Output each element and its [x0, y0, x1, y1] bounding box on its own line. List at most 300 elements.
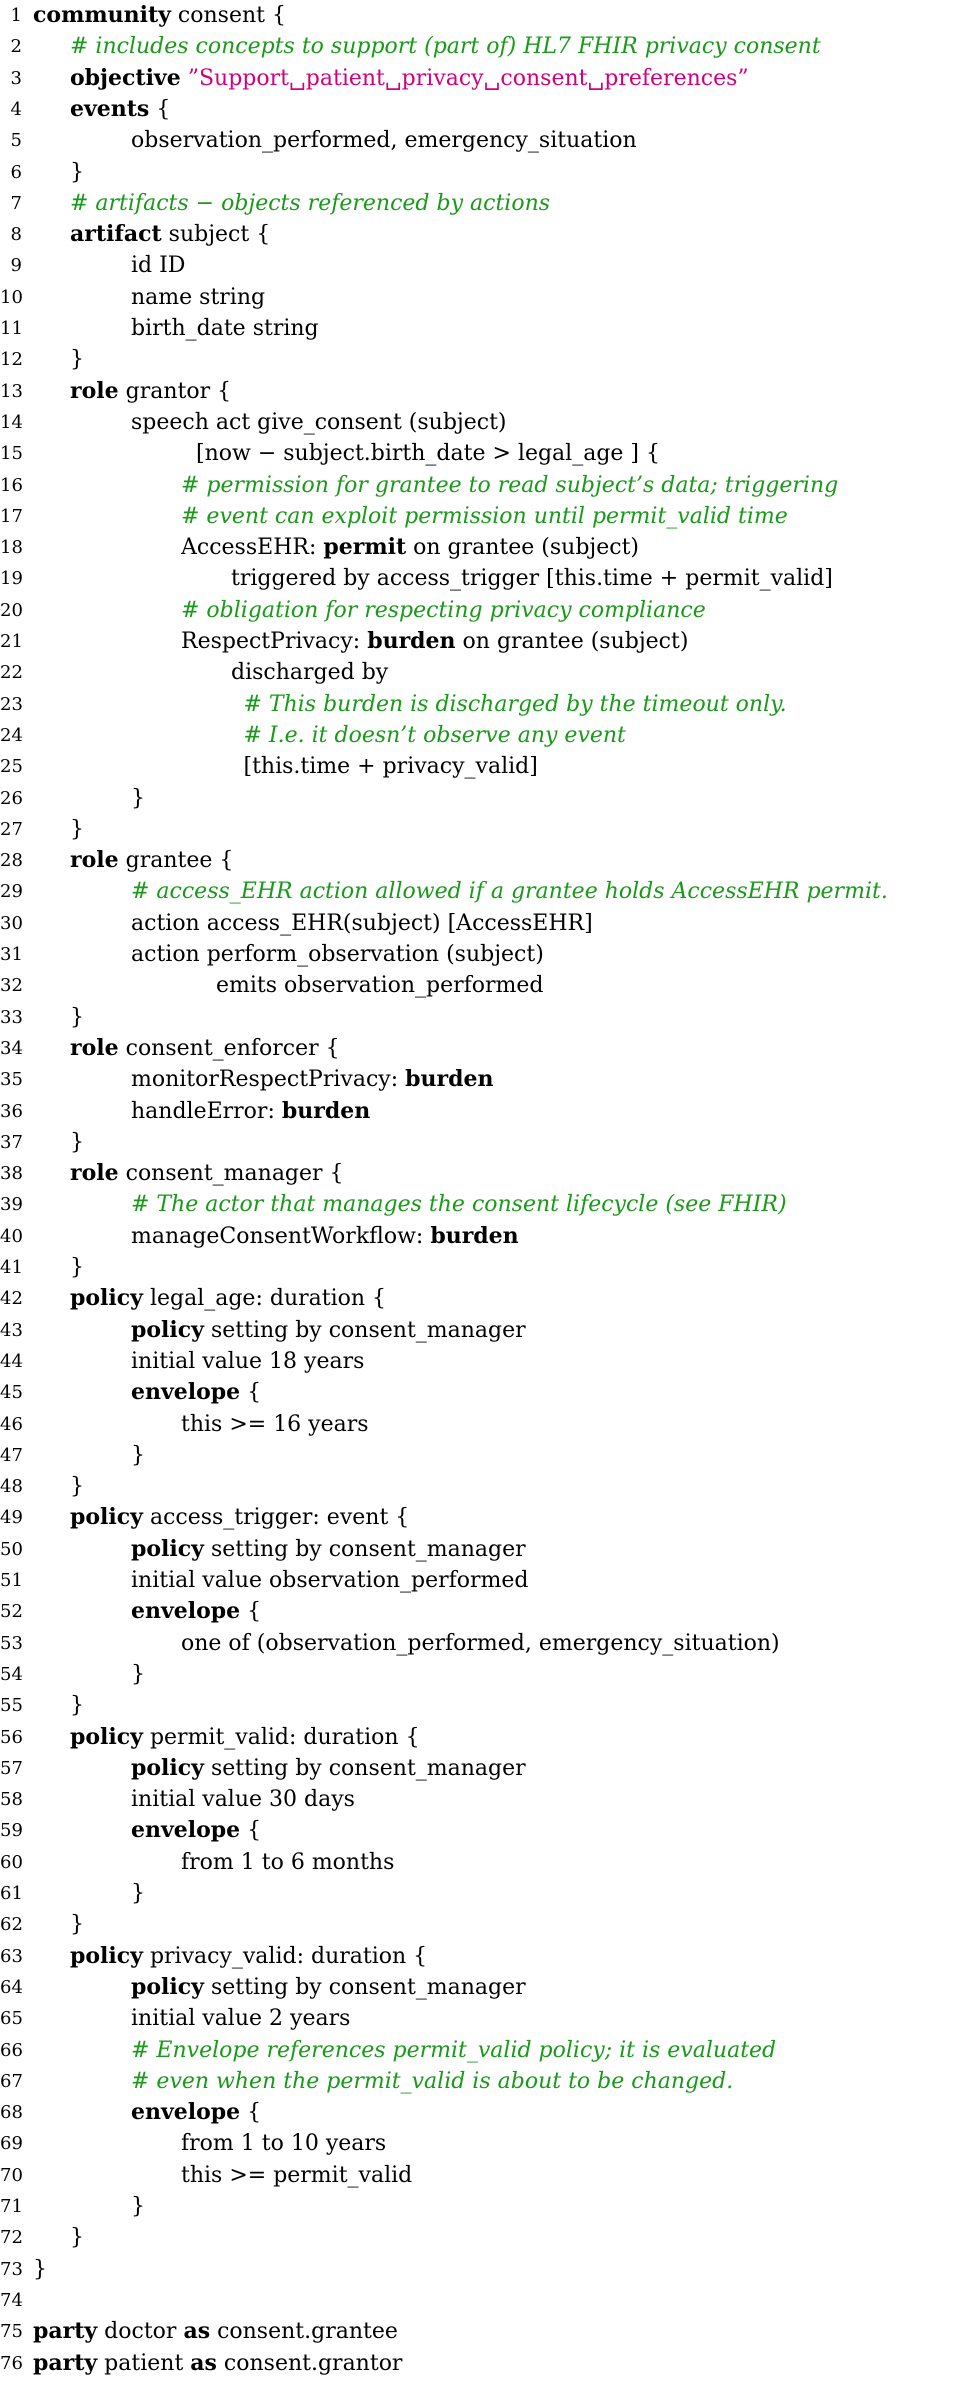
line-number: 41 [0, 1257, 23, 1278]
code-line [0, 0, 969, 31]
comment: # obligation for respecting privacy compliance [181, 597, 706, 623]
code-text: privacy_valid: duration { [142, 1943, 428, 1969]
comment: # artifacts − objects referenced by actions [70, 190, 551, 216]
code-line [0, 939, 969, 970]
code-line [0, 1628, 969, 1659]
line-code [131, 876, 888, 907]
line-code [70, 1909, 84, 1940]
line-number: 73 [0, 2258, 23, 2280]
code-text: this >= 16 years [181, 1411, 369, 1437]
line-code [70, 376, 231, 407]
line-number: 1 [10, 5, 22, 26]
keyword: burden [405, 1066, 494, 1093]
line-code [131, 2066, 733, 2097]
code-text: setting by consent_manager [203, 1974, 526, 2000]
code-text: } [131, 785, 145, 811]
line-number: 13 [0, 380, 23, 402]
code-text: } [131, 1881, 145, 1906]
code-text: grantor { [118, 378, 232, 404]
code-line [0, 313, 969, 344]
line-code [244, 751, 538, 782]
line-number: 29 [0, 881, 23, 903]
code-line [0, 2160, 969, 2191]
code-text: speech act give_consent (subject) [131, 409, 507, 435]
line-code [70, 1127, 84, 1158]
code-text: { [240, 1818, 262, 1844]
code-text: grantee { [118, 848, 234, 874]
code-line [0, 1252, 969, 1283]
line-code [131, 1659, 145, 1690]
code-text: } [70, 2225, 84, 2251]
comment: # Envelope references permit_valid policy; it is evaluated [131, 2037, 777, 2063]
keyword: burden [430, 1222, 519, 1249]
line-code [196, 438, 660, 469]
line-code [131, 1972, 526, 2003]
line-code [181, 470, 838, 501]
line-code [181, 532, 639, 563]
line-code [70, 1941, 427, 1972]
code-text: manageConsentWorkflow: [131, 1223, 431, 1249]
line-number: 57 [0, 1757, 23, 1779]
code-text: } [131, 1661, 145, 1687]
line-code [131, 1346, 364, 1377]
keyword: artifact [70, 221, 162, 248]
code-text: } [70, 1004, 84, 1030]
code-line [0, 1315, 969, 1346]
code-line [0, 1409, 969, 1440]
code-text: from 1 to 6 months [181, 1849, 395, 1875]
code-line [0, 1127, 969, 1158]
code-line [0, 1002, 969, 1033]
line-number: 24 [0, 724, 23, 746]
code-line [0, 751, 969, 782]
line-code [131, 908, 593, 939]
string-literal: ”Support␣patient␣privacy␣consent␣preferences” [187, 65, 749, 91]
line-code [231, 657, 388, 688]
code-text: } [131, 2194, 145, 2219]
line-code [70, 814, 84, 845]
line-number: 53 [0, 1632, 23, 1654]
code-text: { [149, 96, 171, 122]
line-code [131, 407, 507, 438]
code-line [0, 1283, 969, 1314]
line-code [131, 1565, 529, 1596]
code-text: initial value 30 days [131, 1787, 355, 1813]
code-text: consent_enforcer { [118, 1035, 340, 1061]
line-number: 3 [10, 67, 22, 89]
line-code [181, 2128, 386, 2159]
line-code [181, 1628, 780, 1659]
keyword: policy [70, 1723, 143, 1750]
code-line [0, 1722, 969, 1753]
code-line [0, 1909, 969, 1940]
line-number: 45 [0, 1382, 23, 1404]
code-text: monitorRespectPrivacy: [131, 1067, 406, 1093]
line-number: 4 [10, 98, 22, 120]
code-text: setting by consent_manager [203, 1317, 526, 1343]
line-code [70, 1690, 84, 1721]
keyword: envelope [131, 2099, 241, 2126]
line-code [181, 595, 706, 626]
code-line [0, 783, 969, 814]
keyword: role [70, 847, 119, 874]
code-line [0, 845, 969, 876]
line-code [181, 501, 788, 532]
line-code [70, 845, 233, 876]
code-line [0, 219, 969, 250]
line-number: 48 [0, 1476, 23, 1498]
line-number: 65 [0, 2008, 23, 2030]
code-line [0, 1471, 969, 1502]
code-text: legal_age: duration { [142, 1286, 387, 1312]
keyword: as [183, 2318, 211, 2345]
comment: # This burden is discharged by the timeout only. [243, 691, 787, 717]
code-text: on grantee (subject) [406, 535, 640, 561]
line-code [70, 1158, 344, 1189]
code-text: { [240, 1599, 262, 1625]
code-line [0, 1377, 969, 1408]
code-text: } [33, 2256, 47, 2282]
line-number: 44 [0, 1350, 23, 1372]
code-line [0, 1878, 969, 1909]
code-line [0, 94, 969, 125]
code-text: setting by consent_manager [203, 1755, 526, 1781]
code-line [0, 157, 969, 188]
line-code [70, 1283, 386, 1314]
code-text: consent_manager { [118, 1161, 344, 1187]
line-number: 40 [0, 1225, 23, 1247]
line-number: 43 [0, 1319, 23, 1341]
code-text [181, 66, 188, 91]
line-code [131, 2003, 350, 2034]
keyword: objective [70, 64, 181, 91]
code-text: discharged by [231, 660, 389, 686]
comment: # event can exploit permission until permit_valid time [181, 503, 788, 529]
comment: # includes concepts to support (part of) HL7 FHIR privacy consent [70, 34, 821, 60]
line-number: 16 [0, 474, 23, 496]
comment: # The actor that manages the consent lifecycle (see FHIR) [131, 1192, 787, 1218]
keyword: policy [131, 1973, 204, 2000]
line-number: 42 [0, 1288, 23, 1310]
keyword: policy [131, 1316, 204, 1343]
code-line [0, 282, 969, 313]
line-code [70, 63, 749, 94]
code-line [0, 876, 969, 907]
code-text: consent { [170, 3, 286, 28]
line-number: 36 [0, 1100, 23, 1122]
line-number: 55 [0, 1695, 23, 1717]
code-text: name string [131, 284, 266, 310]
line-code [70, 1471, 84, 1502]
code-text: access_trigger: event { [142, 1505, 410, 1531]
code-line [0, 657, 969, 688]
code-text: handleError: [131, 1098, 282, 1124]
code-text: { [240, 2100, 262, 2126]
line-code [131, 783, 145, 814]
line-number: 49 [0, 1507, 23, 1529]
keyword: party [33, 2349, 98, 2376]
line-number: 61 [0, 1883, 23, 1904]
code-text: id ID [131, 253, 186, 279]
code-line [0, 376, 969, 407]
line-number: 59 [0, 1820, 23, 1842]
code-text: AccessEHR: [181, 535, 324, 561]
line-code [70, 1722, 420, 1753]
keyword: as [190, 2349, 217, 2376]
code-line [0, 970, 969, 1001]
code-line [0, 188, 969, 219]
line-number: 18 [0, 537, 23, 559]
line-code [131, 313, 319, 344]
line-number: 72 [0, 2227, 23, 2249]
line-number: 50 [0, 1538, 23, 1560]
line-code [131, 1189, 787, 1220]
line-code [33, 2348, 402, 2379]
keyword: role [70, 1034, 119, 1061]
code-line [0, 908, 969, 939]
code-text: } [70, 1474, 84, 1500]
code-line [0, 125, 969, 156]
line-code [131, 1377, 261, 1408]
keyword: envelope [131, 1598, 241, 1625]
keyword: burden [367, 628, 456, 654]
line-code [131, 1221, 519, 1252]
line-code [70, 31, 821, 62]
line-number: 17 [0, 505, 23, 527]
code-line [0, 31, 969, 62]
code-line [0, 2254, 969, 2285]
line-code [70, 1033, 340, 1064]
code-text: initial value 18 years [131, 1348, 365, 1374]
line-code [70, 157, 84, 188]
line-number: 26 [0, 787, 23, 809]
code-line [0, 1972, 969, 2003]
code-text: [now − subject.birth_date > legal_age ] { [196, 441, 660, 467]
code-line [0, 2066, 969, 2097]
keyword: community [33, 2, 171, 28]
code-line [0, 1534, 969, 1565]
line-code [131, 1440, 145, 1471]
line-number: 68 [0, 2102, 23, 2124]
line-number: 32 [0, 975, 23, 997]
code-line [0, 814, 969, 845]
code-line [0, 344, 969, 375]
code-text: } [70, 1693, 84, 1719]
line-code [131, 125, 637, 156]
line-code [33, 0, 286, 31]
line-number: 58 [0, 1789, 23, 1811]
line-number: 7 [10, 192, 22, 214]
code-line [0, 2097, 969, 2128]
line-number: 75 [0, 2321, 23, 2343]
line-code [131, 1534, 526, 1565]
code-text: emits observation_performed [216, 973, 544, 999]
code-line [0, 1189, 969, 1220]
code-line [0, 689, 969, 720]
code-line [0, 1690, 969, 1721]
line-code [131, 1096, 370, 1127]
line-number: 35 [0, 1069, 23, 1091]
code-line [0, 595, 969, 626]
code-line [0, 1784, 969, 1815]
code-text: patient [97, 2350, 191, 2376]
code-line [0, 63, 969, 94]
keyword: party [33, 2318, 98, 2345]
keyword: policy [70, 1285, 143, 1312]
code-text: from 1 to 10 years [181, 2131, 387, 2157]
line-number: 14 [0, 411, 23, 433]
line-number: 28 [0, 850, 23, 872]
line-code [131, 1784, 355, 1815]
line-code [131, 1315, 526, 1346]
line-code [70, 1002, 84, 1033]
keyword: envelope [131, 1379, 241, 1406]
line-code [70, 219, 270, 250]
line-number: 10 [0, 286, 23, 308]
code-text: initial value observation_performed [131, 1568, 529, 1593]
line-number: 25 [0, 756, 23, 778]
line-number: 76 [0, 2352, 23, 2374]
line-number: 74 [0, 2289, 23, 2311]
code-line [0, 532, 969, 563]
line-code [131, 939, 544, 970]
line-code [131, 282, 265, 313]
line-number: 37 [0, 1131, 23, 1153]
code-text: subject { [161, 222, 271, 248]
code-text: action access_EHR(subject) [AccessEHR] [131, 910, 593, 936]
code-line [0, 1847, 969, 1878]
line-number: 12 [0, 349, 23, 371]
line-code [131, 1596, 261, 1627]
line-number: 9 [10, 255, 22, 277]
line-code [244, 689, 787, 720]
line-number: 60 [0, 1851, 23, 1873]
code-text: } [70, 1129, 84, 1155]
code-line [0, 1659, 969, 1690]
keyword: policy [131, 1535, 204, 1562]
line-number: 70 [0, 2164, 23, 2186]
keyword: envelope [131, 1817, 241, 1844]
code-text: on grantee (subject) [455, 629, 689, 654]
keyword: burden [281, 1097, 371, 1124]
code-line [0, 1753, 969, 1784]
code-line [0, 407, 969, 438]
line-number: 47 [0, 1444, 23, 1466]
code-line [0, 1440, 969, 1471]
code-text: birth_date string [131, 316, 319, 341]
line-number: 51 [0, 1570, 23, 1591]
code-text: observation_performed, emergency_situation [131, 128, 637, 154]
code-line [0, 1565, 969, 1596]
code-line [0, 2003, 969, 2034]
line-number: 54 [0, 1663, 23, 1685]
line-code [131, 1878, 145, 1909]
code-text: setting by consent_manager [203, 1536, 526, 1562]
code-line [0, 1502, 969, 1533]
line-number: 30 [0, 912, 23, 934]
code-line [0, 2035, 969, 2066]
code-text: } [70, 1912, 84, 1938]
code-text: action perform_observation (subject) [131, 942, 544, 967]
line-number: 67 [0, 2070, 23, 2092]
code-text: [this.time + privacy_valid] [243, 754, 538, 780]
line-code [131, 2035, 776, 2066]
line-code [70, 94, 170, 125]
line-number: 19 [0, 568, 23, 590]
line-code [131, 1753, 526, 1784]
line-code [181, 626, 688, 657]
code-line [0, 1096, 969, 1127]
line-number: 22 [0, 662, 23, 684]
line-number: 11 [0, 318, 23, 339]
code-line [0, 1941, 969, 1972]
line-number: 66 [0, 2039, 23, 2061]
line-code [181, 1409, 369, 1440]
line-number: 62 [0, 1914, 23, 1936]
code-text: this >= permit_valid [181, 2162, 413, 2188]
line-code [70, 188, 550, 219]
code-line [0, 470, 969, 501]
code-line [0, 2191, 969, 2222]
code-text: triggered by access_trigger [this.time + permit_valid] [231, 566, 833, 592]
code-line [0, 1158, 969, 1189]
line-code [131, 1815, 261, 1846]
line-number: 71 [0, 2196, 23, 2217]
code-text: RespectPrivacy: [181, 629, 368, 654]
code-line [0, 563, 969, 594]
line-number: 34 [0, 1037, 23, 1059]
code-text: { [240, 1380, 262, 1406]
line-code [131, 250, 185, 281]
code-line [0, 1346, 969, 1377]
line-number: 33 [0, 1006, 23, 1028]
line-number: 23 [0, 693, 23, 715]
code-line [0, 438, 969, 469]
code-line [0, 2316, 969, 2347]
code-line [0, 1064, 969, 1095]
keyword: role [70, 1160, 119, 1187]
code-line [0, 1033, 969, 1064]
line-code [181, 2160, 412, 2191]
keyword: policy [131, 1754, 204, 1781]
code-line [0, 1221, 969, 1252]
line-number: 39 [0, 1194, 23, 1216]
line-number: 20 [0, 599, 23, 621]
line-code [70, 344, 84, 375]
code-line [0, 1815, 969, 1846]
keyword: role [70, 377, 119, 404]
line-number: 15 [0, 443, 23, 465]
line-number: 52 [0, 1601, 23, 1623]
keyword: events [70, 95, 150, 122]
code-text: consent.grantor [216, 2350, 403, 2376]
line-number: 69 [0, 2133, 23, 2155]
code-line [0, 2285, 969, 2316]
code-line [0, 2348, 969, 2379]
line-number: 56 [0, 1726, 23, 1748]
code-text: } [70, 347, 84, 373]
code-text: one of (observation_performed, emergency_situation) [181, 1630, 780, 1656]
line-number: 31 [0, 944, 23, 965]
line-number: 5 [10, 130, 22, 152]
line-code [70, 2222, 84, 2253]
code-line [0, 250, 969, 281]
code-text: doctor [97, 2319, 184, 2345]
line-code [231, 563, 833, 594]
line-code [131, 2097, 261, 2128]
keyword: policy [70, 1504, 143, 1531]
line-code [131, 1064, 493, 1095]
